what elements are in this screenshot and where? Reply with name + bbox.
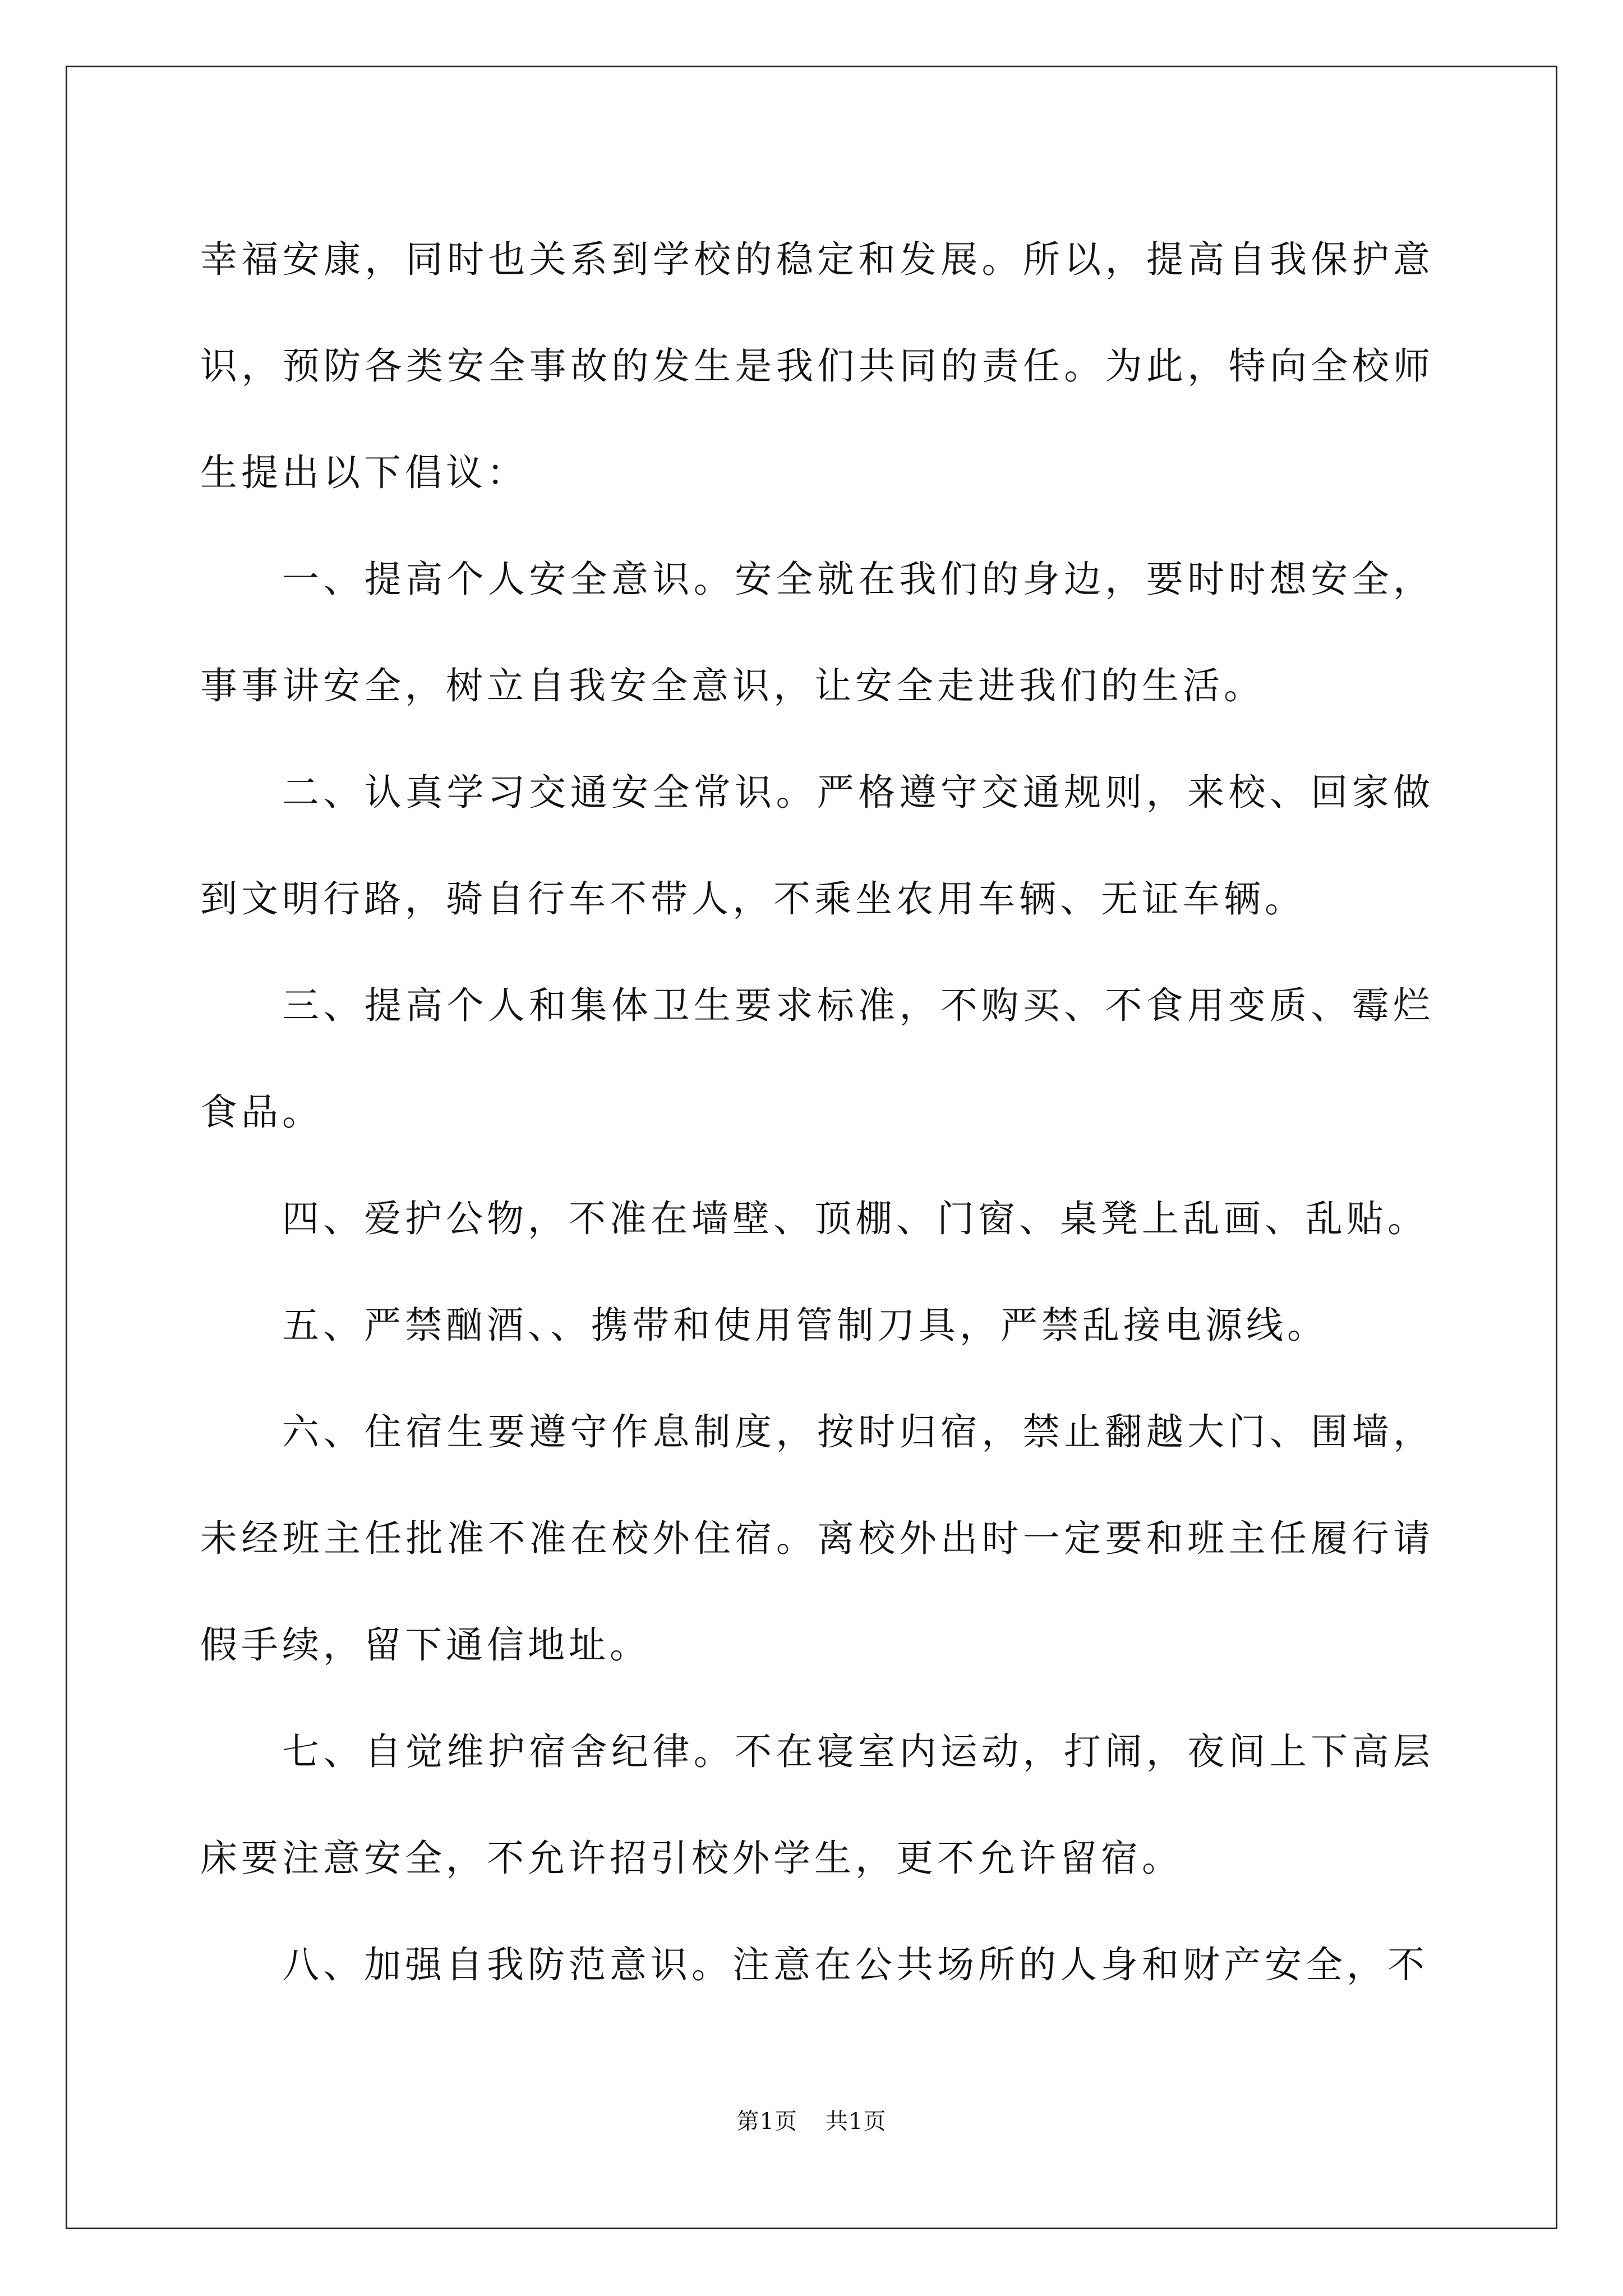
page-footer [0,2105,1623,2138]
paragraph: 六、住宿生要遵守作息制度，按时归宿，禁止翻越大门、围墙，未经班主任批准不准在校外住宿。离校外出时一定要和班主任履行请假手续，留下通信地址。 [200,1410,1434,1667]
paragraph: 幸福安康，同时也关系到学校的稳定和发展。所以，提高自我保护意识，预防各类安全事故的发生是我们共同的责任。为此，特向全校师生提出以下倡议： [200,238,1434,494]
paragraph: 四、爱护公物，不准在墙壁、顶棚、门窗、桌凳上乱画、乱贴。 [282,1197,1428,1240]
document-body [200,206,1434,2018]
paragraph: 一、提高个人安全意识。安全就在我们的身边，要时时想安全，事事讲安全，树立自我安全意识，让安全走进我们的生活。 [200,558,1434,707]
paragraph: 二、认真学习交通安全常识。严格遵守交通规则，来校、回家做到文明行路，骑自行车不带人，不乘坐农用车辆、无证车辆。 [200,771,1434,921]
paragraph: 五、严禁酗酒、、携带和使用管制刀具，严禁乱接电源线。 [282,1304,1328,1347]
page-number: 第1页 [736,2109,797,2134]
paragraph: 八、加强自我防范意识。注意在公共场所的人身和财产安全，不 [282,1943,1428,1986]
paragraph: 七、自觉维护宿舍纪律。不在寝室内运动，打闹，夜间上下高层床要注意安全，不允许招引校外学生，更不允许留宿。 [200,1730,1434,1880]
paragraph: 三、提高个人和集体卫生要求标准，不购买、不食用变质、霉烂食品。 [200,984,1434,1134]
total-pages: 共1页 [826,2109,887,2134]
